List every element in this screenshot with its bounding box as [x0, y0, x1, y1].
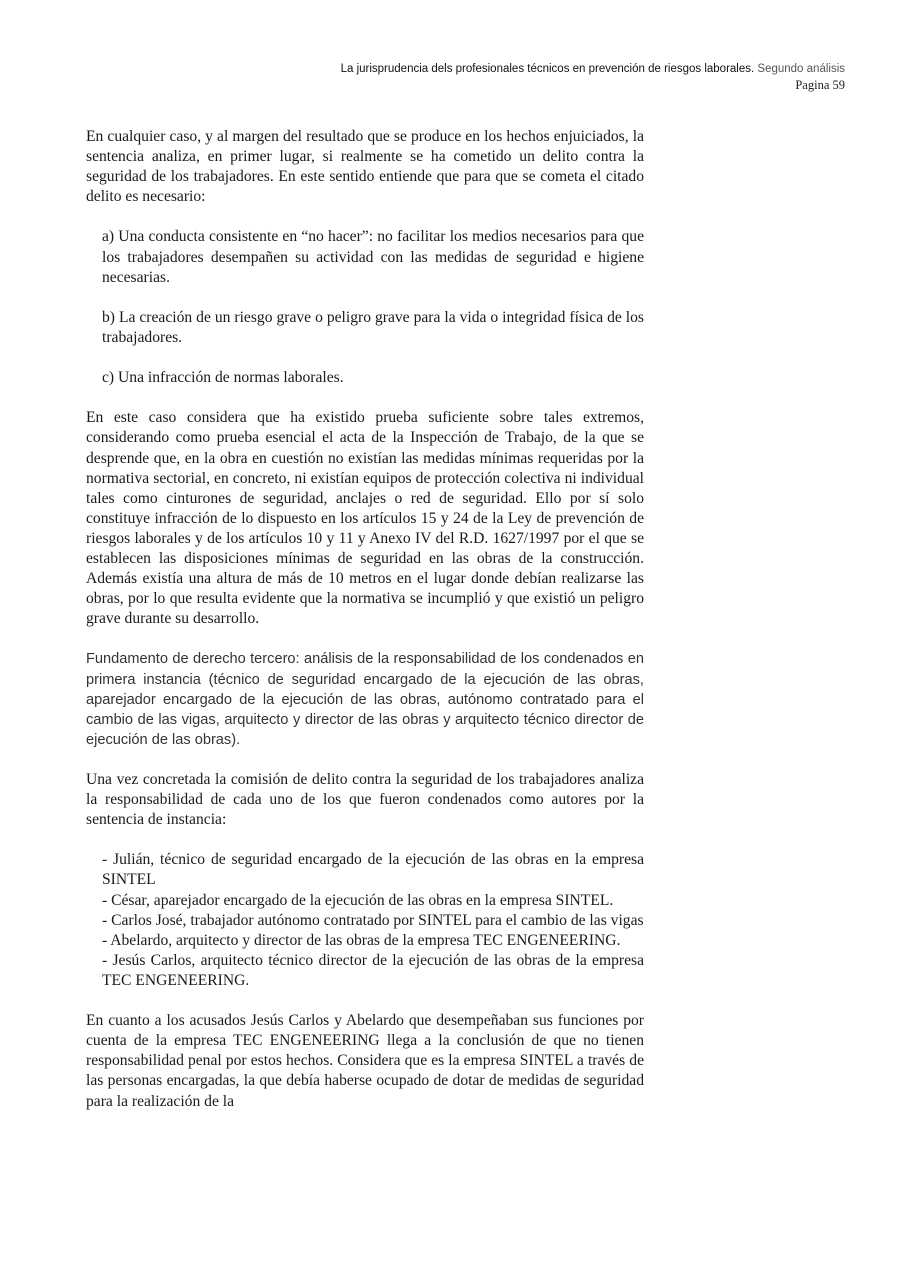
- header-title: La jurisprudencia dels profesionales técnicos en prevención de riesgos laborales.: [340, 63, 755, 75]
- paragraph-evidence: En este caso considera que ha existido prueba suficiente sobre tales extremos, considerando como prueba esencial el acta de la Inspección de Trabajo, de la que se desprende que, en la obra en cuestión no existían las medidas mínimas requeridas por la normativa sectorial, en concreto, ni existían equipos de protección colectiva ni individual tales como cinturones de seguridad, anclajes o red de seguridad. Ello por sí solo constituye infracción de lo dispuesto en los artículos 15 y 24 de la Ley de prevención de riesgos laborales y de los artículos 10 y 11 y Anexo IV del R.D. 1627/1997 por el que se establecen las disposiciones mínimas de seguridad en las obras de la construcción. Además existía una altura de más de 10 metros en el lugar donde debían realizarse las obras, por lo que resulta evidente que la normativa se incumplió y que existió un peligro grave durante su desarrollo.: [86, 409, 644, 628]
- paragraph-responsibility: Una vez concretada la comisión de delito contra la seguridad de los trabajadores analiza la responsabilidad de cada uno de los que fueron condenados como autores por la sentencia de instancia:: [86, 771, 644, 829]
- paragraph-conclusion: En cuanto a los acusados Jesús Carlos y Abelardo que desempeñaban sus funciones por cuenta de la empresa TEC ENGENEERING llega a la conclusión de que no tienen responsabilidad penal por estos hechos. Considera que es la empresa SINTEL a través de las personas encargadas, la que debía haberse ocupado de dotar de medidas de seguridad para la realización de la: [86, 1012, 644, 1110]
- list-item: - Julián, técnico de seguridad encargado de la ejecución de las obras en la empresa SINTEL: [102, 851, 644, 889]
- header-subtitle: Segundo análisis: [757, 63, 845, 75]
- requirement-c: c) Una infracción de normas laborales.: [102, 369, 344, 387]
- convicted-list: [86, 850, 644, 991]
- running-header: [145, 61, 845, 93]
- requirement-b: b) La creación de un riesgo grave o peligro grave para la vida o integridad física de los trabajadores.: [102, 308, 644, 346]
- requirement-a: a) Una conducta consistente en “no hacer”: no facilitar los medios necesarios para que los trabajadores desempañen su actividad con las medidas de seguridad e higiene necesarias.: [102, 228, 644, 286]
- page-number: Pagina 59: [795, 78, 845, 92]
- paragraph-intro: En cualquier caso, y al margen del resultado que se produce en los hechos enjuiciados, la sentencia analiza, en primer lugar, si realmente se ha cometido un delito contra la seguridad de los trabajadores. En este sentido entiende que para que se cometa el citado delito es necesario:: [86, 128, 644, 206]
- list-item: - Abelardo, arquitecto y director de las obras de la empresa TEC ENGENEERING.: [102, 931, 621, 949]
- list-item: - Jesús Carlos, arquitecto técnico director de la ejecución de las obras de la empresa TEC ENGENEERING.: [102, 951, 644, 989]
- page-body: [86, 127, 644, 1132]
- section-heading: Fundamento de derecho tercero: análisis de la responsabilidad de los condenados en primera instancia (técnico de seguridad encargado de la ejecución de las obras, aparejador encargado de la ejecución de las obras, autónomo contratado para el cambio de las vigas, arquitecto y director de las obras y arquitecto técnico director de ejecución de las obras).: [86, 651, 644, 748]
- list-item: - César, aparejador encargado de la ejecución de las obras en la empresa SINTEL.: [102, 891, 614, 909]
- header-title-line: [145, 61, 845, 77]
- list-item: - Carlos José, trabajador autónomo contratado por SINTEL para el cambio de las vigas: [102, 911, 644, 929]
